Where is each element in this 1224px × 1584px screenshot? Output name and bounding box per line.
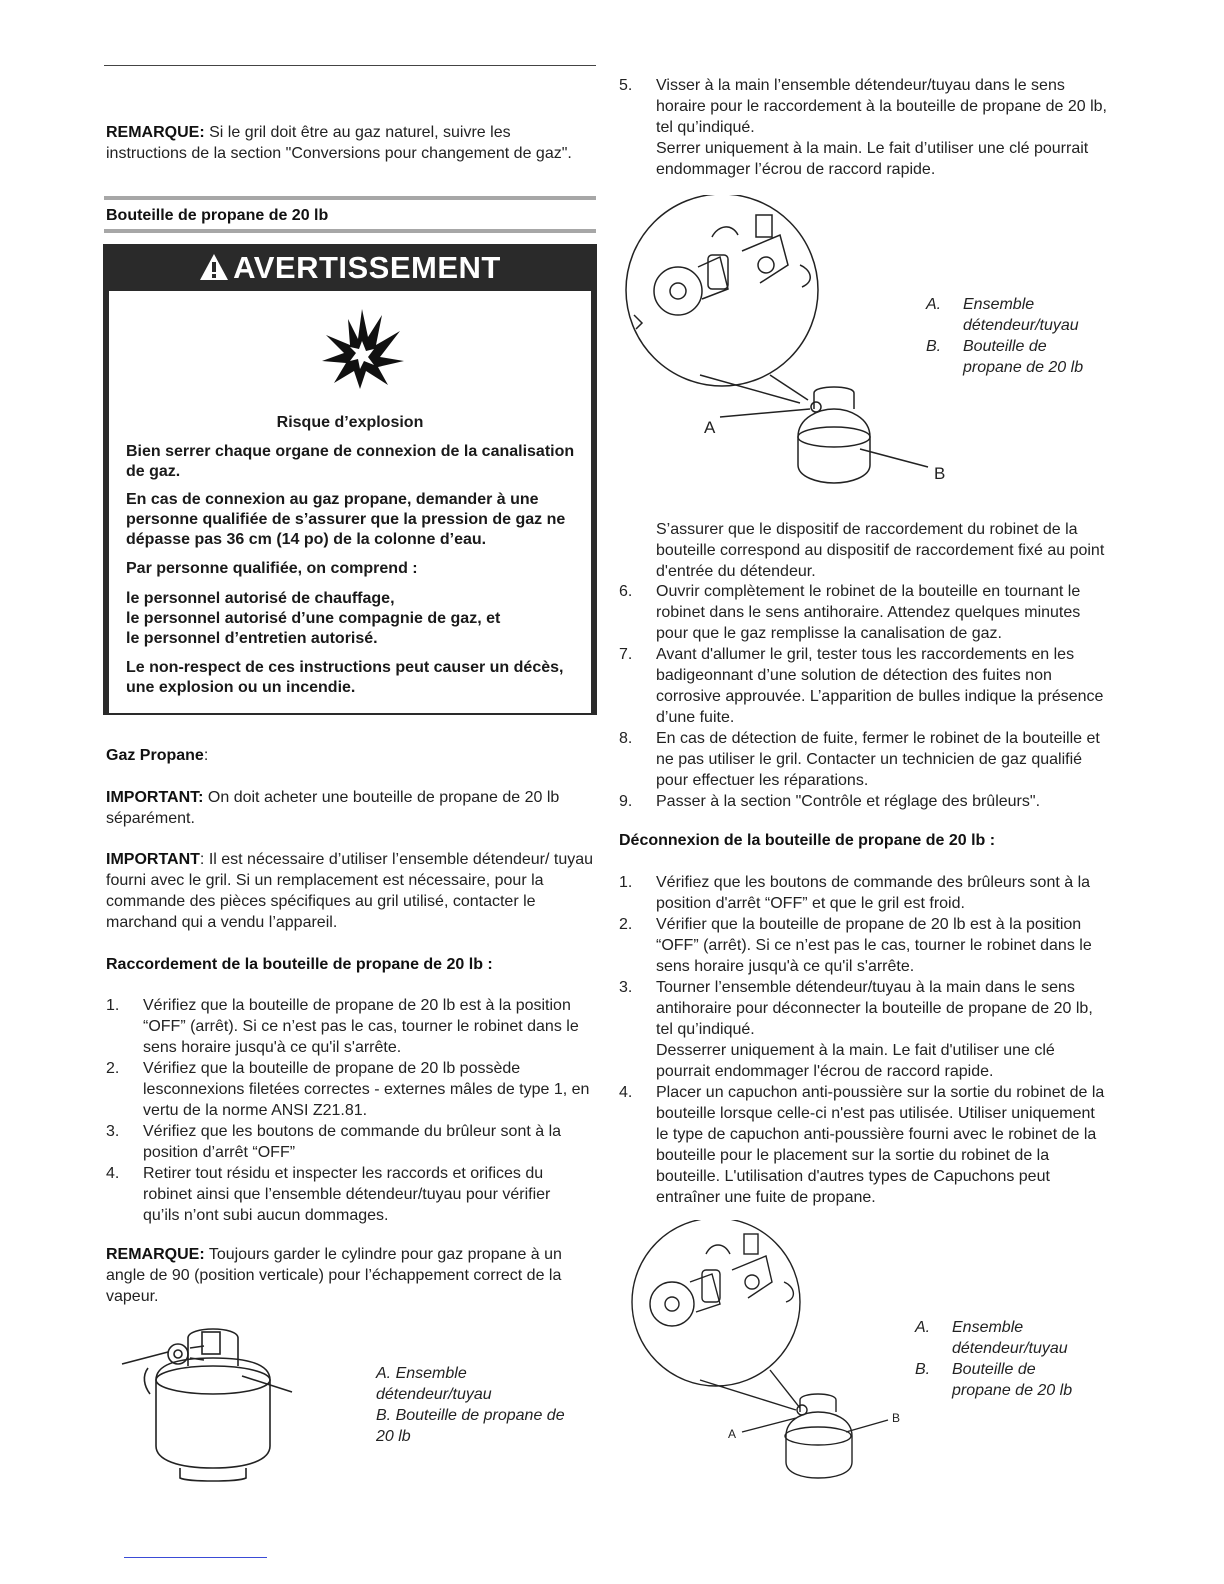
footer-link-line — [124, 1557, 267, 1558]
figure-1-caption: A. Ensemble détendeur/tuyau B. Bouteille de propane de 20 lb — [376, 1365, 565, 1445]
list-item: 2. Vérifier que la bouteille de propane de 20 lb est à la position “OFF” (arrêt). Si ce n’est pas le cas, tourner le robinet dans le sens horaire jusqu'à ce qu'il s'arrête. — [619, 916, 1092, 975]
figure-2-caption: A. Ensemble détendeur/tuyau B. Bouteille de propane de 20 lb — [926, 296, 1084, 376]
list-item: 3. Vérifiez que les boutons de commande du brûleur sont à la position d’arrêt “OFF” — [106, 1123, 562, 1161]
list-item: 3. Tourner l’ensemble détendeur/tuyau à la main dans le sens antihoraire pour déconnecter la bouteille de propane de 20 lb, tel qu’indiqué. Desserrer uniquement à la main. Le fait d'utiliser une clé pourrait endommager l'écrou de raccord rapide. — [619, 979, 1093, 1080]
explosion-icon — [312, 301, 412, 391]
regulator-connection-figure — [620, 195, 950, 490]
warning-header: AVERTISSEMENT — [103, 244, 597, 291]
list-item: 1. Vérifiez que les boutons de commande des brûleurs sont à la position d'arrêt “OFF” et que le gril est froid. — [619, 874, 1091, 912]
list-item: 6. Ouvrir complètement le robinet de la bouteille en tournant le robinet dans le sens antihoraire. Attendez quelques minutes pour que le gaz remplisse la canalisation de gaz. — [619, 583, 1081, 642]
risk-title: Risque d’explosion — [276, 414, 424, 431]
list-item: 1. Vérifiez que la bouteille de propane de 20 lb est à la position “OFF” (arrêt). Si ce n’est pas le cas, tourner le robinet dans le sens horaire jusqu'à ce qu'il s'arrête. — [106, 997, 579, 1056]
list-item: 8. En cas de détection de fuite, fermer le robinet de la bouteille et ne pas utiliser le gril. Contacter un technicien de gaz qualifié pour effectuer les réparations. — [619, 730, 1100, 789]
list-item: 7. Avant d'allumer le gril, tester tous les raccordements en les badigeonnant d’une solution de détection des fuites non corrosive approuvée. L’apparition de bulles indique la présence d’une fuite. — [619, 646, 1104, 726]
warning-triangle-icon — [199, 253, 229, 281]
warning-text-panel — [109, 402, 591, 713]
warning-line: le personnel autorisé de chauffage, — [126, 590, 395, 607]
warning-line: le personnel d’entretien autorisé. — [126, 630, 378, 647]
warning-line: Bien serrer chaque organe de connexion de la canalisation de gaz. — [126, 443, 575, 480]
list-item: 9. Passer à la section "Contrôle et réglage des brûleurs". — [619, 793, 1041, 810]
regulator-disconnection-figure — [620, 1220, 910, 1485]
gaz-propane-heading: Gaz Propane: — [106, 747, 209, 764]
figure-3-caption: A. Ensemble détendeur/tuyau B. Bouteille de propane de 20 lb — [915, 1319, 1073, 1399]
deconnexion-steps — [619, 872, 1109, 1208]
raccordement-heading: Raccordement de la bouteille de propane de 20 lb : — [106, 956, 493, 973]
warning-line: Par personne qualifiée, on comprend : — [126, 560, 418, 577]
remarque-vertical: REMARQUE: Toujours garder le cylindre pour gaz propane à un angle de 90 (position verticale) pour l’échappement correct de la vapeur. — [106, 1246, 562, 1305]
steps-6-9 — [619, 581, 1111, 812]
important-note-2: IMPORTANT: Il est nécessaire d’utiliser l’ensemble détendeur/ tuyau fourni avec le gril. Si un remplacement est nécessaire, pour la commande des pièces spécifiques au gril utilisé, contacter le marchand qui a vendu l’appareil. — [106, 851, 594, 931]
list-item: 5. Visser à la main l’ensemble détendeur/tuyau dans le sens horaire pour le raccordement à la bouteille de propane de 20 lb, tel qu’indiqué. Serrer uniquement à la main. Le fait d’utiliser une clé pourrait endommager l’écrou de raccord rapide. — [619, 77, 1107, 178]
figure-2-label-b: B — [934, 464, 946, 483]
important-note-1: IMPORTANT: On doit acheter une bouteille de propane de 20 lb séparément. — [106, 789, 560, 827]
raccordement-steps — [106, 995, 591, 1226]
deconnexion-heading: Déconnexion de la bouteille de propane de 20 lb : — [619, 832, 996, 849]
figure-3-label-b: B — [892, 1411, 901, 1425]
top-rule — [104, 65, 596, 66]
warning-line: En cas de connexion au gaz propane, demander à une personne qualifiée de s’assurer que la pression de gaz ne dépasse pas 36 cm (14 po) de la colonne d’eau. — [126, 491, 566, 548]
list-item: 2. Vérifiez que la bouteille de propane de 20 lb possède lesconnexions filetées correctes - externes mâles de type 1, en vertu de la norme ANSI Z21.81. — [106, 1060, 590, 1119]
section-rule-bottom — [104, 229, 596, 233]
figure-3-label-a: A — [728, 1427, 737, 1441]
warning-box — [103, 244, 597, 715]
warning-line: Le non-respect de ces instructions peut causer un décès, une explosion ou un incendie. — [126, 659, 564, 696]
section-heading: Bouteille de propane de 20 lb — [106, 207, 329, 224]
list-item: 4. Retirer tout résidu et inspecter les raccords et orifices du robinet ainsi que l’ensemble détendeur/tuyau pour vérifier qu’ils n’ont subi aucun dommages. — [106, 1165, 551, 1224]
step-5-list — [619, 75, 1109, 180]
warning-line: le personnel autorisé d’une compagnie de gaz, et — [126, 610, 501, 627]
remarque-natural-gas: REMARQUE: Si le gril doit être au gaz naturel, suivre les instructions de la section "Conversions pour changement de gaz". — [106, 124, 572, 162]
assurer-paragraph: S’assurer que le dispositif de raccordement du robinet de la bouteille correspond au dispositif de raccordement fixé au point d'entrée du détendeur. — [656, 521, 1105, 580]
list-item: 4. Placer un capuchon anti-poussière sur la sortie du robinet de la bouteille lorsque celle-ci n'est pas utilisée. Utiliser uniquement le type de capuchon anti-poussière fourni avec le robinet de la bouteille pour le placement sur la sortie du robinet de la bouteille. L'utilisation d'autres types de Capuchons peut entraîner une fuite de propane. — [619, 1084, 1105, 1206]
figure-2-label-a: A — [704, 418, 716, 437]
section-rule-top — [104, 196, 596, 200]
propane-cylinder-figure-1 — [118, 1318, 308, 1483]
